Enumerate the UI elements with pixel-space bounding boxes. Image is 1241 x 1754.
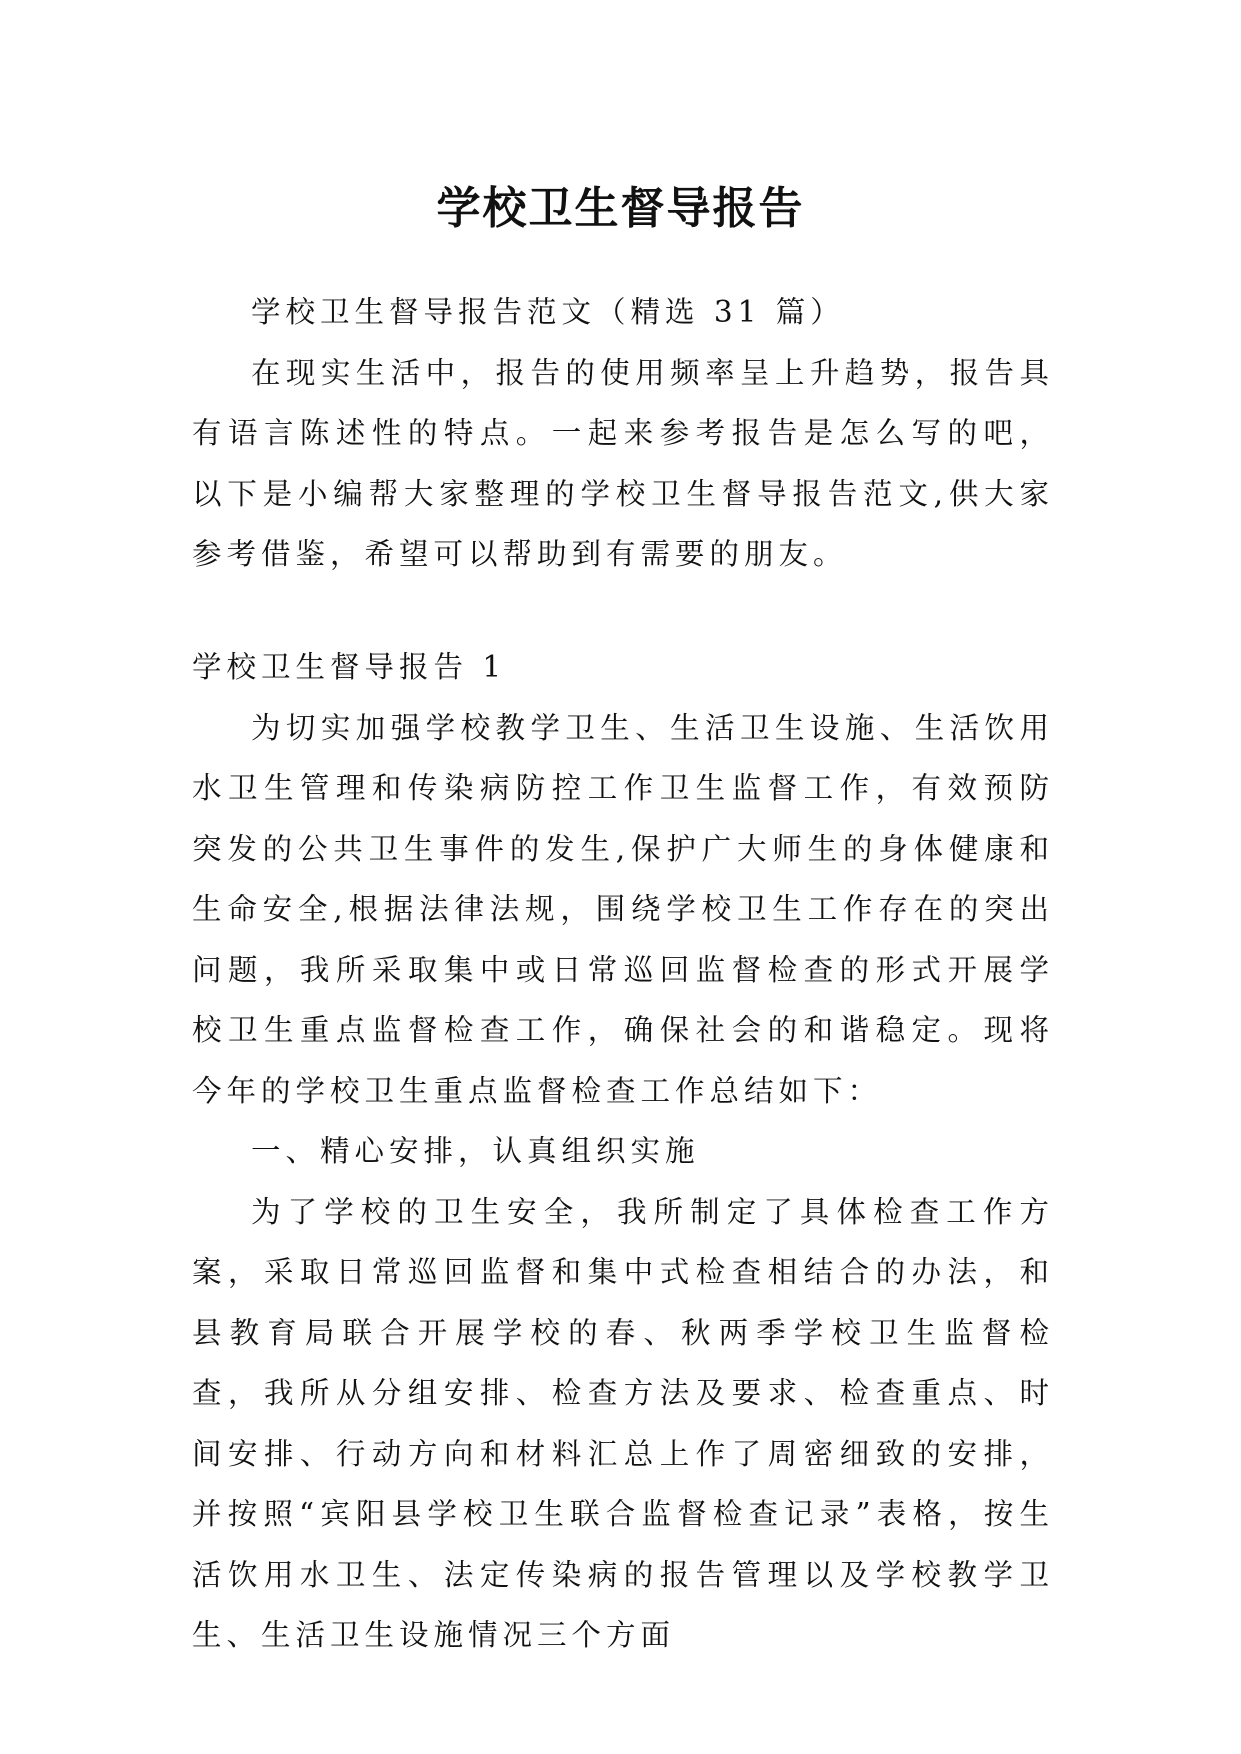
section-1-block [192,637,1054,1666]
intro-subtitle: 学校卫生督导报告范文（精选 31 篇） [251,295,845,329]
section-1-heading: 学校卫生督导报告 1 [192,650,507,684]
section-1-paragraph-2: 为了学校的卫生安全，我所制定了具体检查工作方案，采取日常巡回监督和集中式检查相结合的办法，和县教育局联合开展学校的春、秋两季学校卫生监督检查，我所从分组安排、检查方法及要求、检查重点、时间安排、行动方向和材料汇总上作了周密细致的安排，并按照“宾阳县学校卫生联合监督检查记录”表格，按生活饮用水卫生、法定传染病的报告管理以及学校教学卫生、生活卫生设施情况三个方面 [192,1194,1054,1652]
intro-paragraph: 在现实生活中，报告的使用频率呈上升趋势，报告具有语言陈述性的特点。一起来参考报告是怎么写的吧，以下是小编帮大家整理的学校卫生督导报告范文,供大家参考借鉴，希望可以帮助到有需要的朋友。 [192,355,1054,571]
section-1-paragraph-1: 为切实加强学校教学卫生、生活卫生设施、生活饮用水卫生管理和传染病防控工作卫生监督工作，有效预防突发的公共卫生事件的发生,保护广大师生的身体健康和生命安全,根据法律法规，围绕学校卫生工作存在的突出问题，我所采取集中或日常巡回监督检查的形式开展学校卫生重点监督检查工作，确保社会的和谐稳定。现将今年的学校卫生重点监督检查工作总结如下： [192,710,1054,1108]
document-title: 学校卫生督导报告 [436,183,805,235]
intro-block [192,282,1054,585]
section-1-subheading: 一、精心安排，认真组织实施 [251,1134,700,1168]
